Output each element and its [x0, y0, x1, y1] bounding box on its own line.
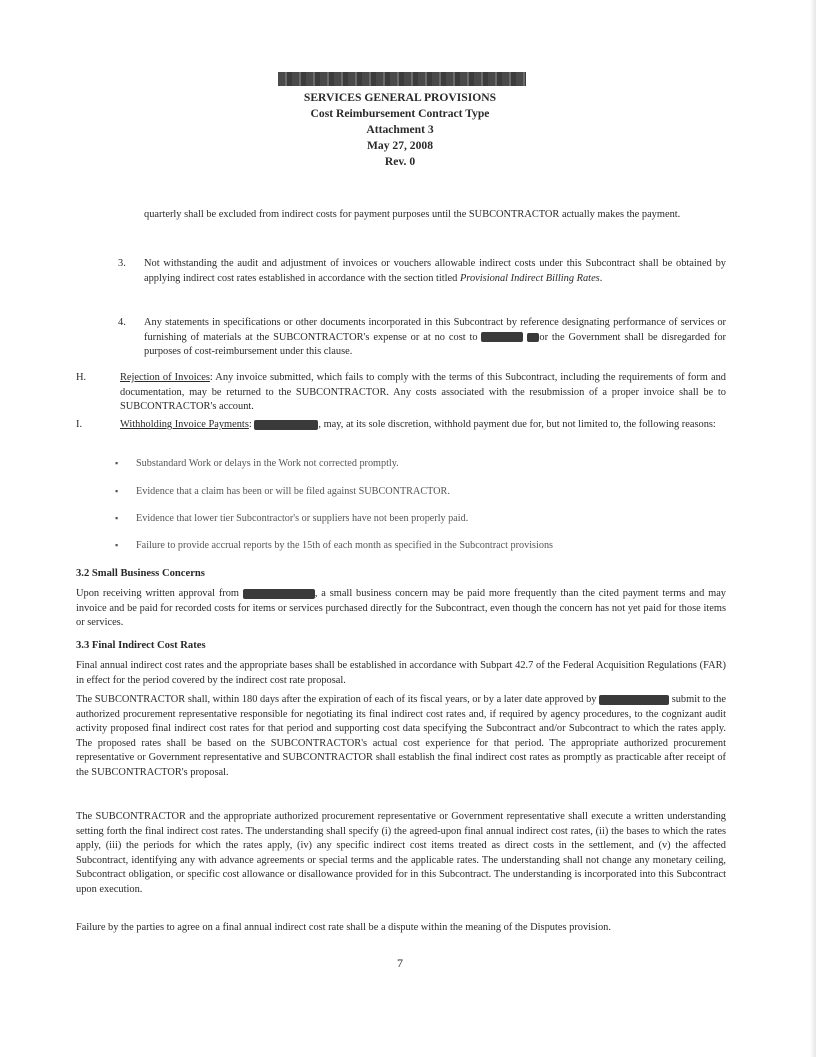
item-4-body-a: Any statements in specifications or other documents incorporated in this Subcontract by reference designating performance of services or furnishing of materials at the SUBCONTRACTOR's expense or at no cost to [144, 317, 726, 343]
section-i-body: , may, at its sole discretion, withhold payment due for, but not limited to, the following reasons: [318, 419, 716, 430]
intro-paragraph: quarterly shall be excluded from indirect costs for payment purposes until the SUBCONTRACTOR actually makes the payment. [144, 209, 681, 220]
page-number: 7 [397, 956, 403, 970]
bullet-item: ▪ Failure to provide accrual reports by the 15th of each month as specified in the Subcontract provisions [120, 540, 553, 551]
section-3-3-paragraph-2: The SUBCONTRACTOR shall, within 180 days after the expiration of each of its fiscal years, or by a later date approved by submit to the authorized procurement representative responsible for negotiating its final indirect cost rates and, if required by agency procedures, to the cognizant audit activity proposed final indirect cost rates for that period and supporting cost data specifying the Subcontract and/or Subcontract to which the rates apply. The proposed rates shall be based on the SUBCONTRACTOR's actual cost experience for that period. The appropriate authorized procurement representative or Government representative and SUBCONTRACTOR shall establish the final indirect cost rates as promptly as practicable after receipt of the SUBCONTRACTOR's proposal. [76, 694, 726, 778]
item-3-italic: Provisional Indirect Billing Rates [459, 272, 600, 284]
section-h-letter: H. [76, 372, 87, 383]
header-subtitle: Cost Reimbursement Contract Type [310, 107, 490, 120]
section-3-3-heading: 3.3 Final Indirect Cost Rates [76, 640, 206, 651]
redaction [481, 332, 523, 342]
section-3-3-paragraph-4: Failure by the parties to agree on a final annual indirect cost rate shall be a dispute within the meaning of the Disputes provision. [76, 922, 611, 933]
header-title: SERVICES GENERAL PROVISIONS [303, 91, 497, 104]
section-i-colon: : [248, 419, 255, 430]
bullet-item: ▪ Evidence that a claim has been or will be filed against SUBCONTRACTOR. [120, 486, 450, 497]
document-header [0, 90, 800, 170]
section-i-text [120, 418, 726, 433]
redaction [527, 333, 539, 342]
redaction [243, 589, 315, 599]
redaction [254, 420, 318, 430]
section-h-text [120, 371, 726, 415]
section-h-title: Rejection of Invoices [120, 372, 210, 383]
section-3-2-paragraph: Upon receiving written approval from , a small business concern may be paid more frequently than the cited payment terms and may invoice and be paid for recorded costs for items or services purchased directly for the Subcontract, even though the concern has not yet paid for those items or services. [76, 588, 726, 629]
item-3-body: Not withstanding the audit and adjustment of invoices or vouchers allowable indirect costs under this Subcontract shall be obtained by applying indirect cost rates established in accordance with the section titled [144, 258, 726, 284]
section-3-3-paragraph-1: Final annual indirect cost rates and the appropriate bases shall be established in accordance with Subpart 42.7 of the Federal Acquisition Regulations (FAR) in effect for the period covered by the indirect cost rate proposal. [76, 660, 726, 686]
header-date: May 27, 2008 [366, 139, 433, 152]
page-edge-shadow [810, 0, 816, 1057]
item-3-text [144, 257, 726, 286]
redacted-header-banner [278, 72, 526, 86]
bullet-item: ▪ Substandard Work or delays in the Work not corrected promptly. [120, 458, 399, 469]
redaction [599, 695, 669, 705]
section-3-2-heading: 3.2 Small Business Concerns [76, 568, 205, 579]
section-i-letter: I. [76, 419, 83, 430]
header-revision: Rev. 0 [384, 155, 416, 168]
item-4-text [144, 316, 726, 360]
header-attachment: Attachment 3 [366, 123, 434, 136]
bullet-item: ▪ Evidence that lower tier Subcontractor's or suppliers have not been properly paid. [120, 513, 468, 524]
section-h-body: : Any invoice submitted, which fails to comply with the terms of this Subcontract, including the requirements of form and documentation, may be returned to the SUBCONTRACTOR. Any costs associated with the resubmission of a proper invoice shall be to SUBCONTRACTOR's account. [120, 372, 726, 413]
section-3-3-paragraph-3: The SUBCONTRACTOR and the appropriate authorized procurement representative or Government representative shall execute a written understanding setting forth the final indirect cost rates. The understanding shall specify (i) the agreed-upon final annual indirect cost rates, (ii) the bases to which the rates apply, (iii) the periods for which the rates apply, (iv) any specific indirect cost items treated as direct costs in the settlement, and (v) the affected Subcontract, identifying any with advance agreements or special terms and the applicable rates. The understanding shall not change any monetary ceiling, Subcontract obligation, or specific cost allowance or disallowance provided for in this Subcontract. The understanding is incorporated into this Subcontract upon execution. [76, 811, 726, 895]
item-3-end: . [599, 272, 603, 284]
item-3-number: 3. [118, 258, 126, 269]
item-4-body-b: or the Government shall be disregarded for purposes of cost-reimbursement under this clause. [144, 331, 726, 358]
section-i-title: Withholding Invoice Payments [120, 419, 249, 430]
item-4-number: 4. [118, 317, 126, 328]
